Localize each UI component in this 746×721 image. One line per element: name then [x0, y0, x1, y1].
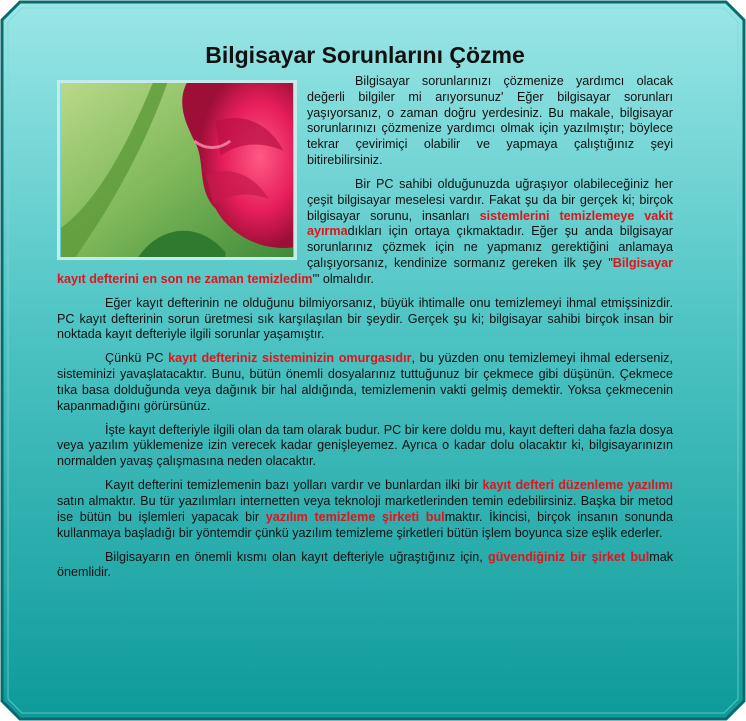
article-paragraph [57, 351, 673, 414]
paragraph-text: Kayıt defterini temizlemenin bazı yolları vardır ve bunlardan ilki bir [105, 478, 483, 493]
paragraph-text: dıkları için ortaya çıkmaktadır. Eğer şu anda bilgisayar sorunlarınız çözmek için ne yapmanız gerektiğini anlamaya çalışıyorsanız, kendinize sormanız gereken ilk şey " [307, 224, 673, 270]
paragraph-text: satın almaktır. Bu tür yazılımları internetten veya teknoloji marketlerinden temin edebilirsiniz. Başka bir metod ise bütün bu işlemleri yapacak bir [57, 494, 673, 524]
paragraph-text: Eğer kayıt defterinin ne olduğunu bilmiyorsanız, büyük ihtimalle onu temizlemeyi ihmal etmişsinizdir. PC kayıt defterinin sorun üretmesi sık karşılaşılan bir şeydir. Gerçek şu ki; bilgisayar sahibi birçok insan bir noktada kayıt defteriyle ilgili sorunlar yaşamıştır. [57, 295, 673, 342]
paragraph-text: Bilgisayarın en önemli kısmı olan kayıt defteriyle uğraştığınız için, [105, 549, 488, 564]
article-paragraph [57, 423, 673, 470]
highlighted-phrase: kayıt defteri düzenleme yazılımı [482, 478, 673, 493]
paragraph-text: mak önemlidir. [57, 549, 674, 580]
highlighted-phrase: yazılım temizleme şirketi bul [265, 509, 445, 524]
article-title: Bilgisayar Sorunlarını Çözme [205, 42, 525, 68]
red-rose-photo [57, 80, 297, 260]
paragraph-text: Bir PC sahibi olduğunuzda uğraşıyor olabileceğiniz her çeşit bilgisayar meselesi vardır. Fakat şu da bir gerçek ki; birçok bilgisayar sorunu, insanları [307, 176, 673, 223]
article [57, 40, 673, 589]
article-paragraph [57, 478, 673, 541]
article-paragraph [57, 550, 673, 582]
paragraph-text: maktır. İkincisi, birçok insanın sonunda kullanmaya başladığı bir yöntemdir çünkü yazılım temizleme şirketleri bütün işlem boyunca size eşlik ederler. [57, 509, 673, 540]
highlighted-phrase: Bilgisayar kayıt defterini en son ne zaman temizledim [57, 255, 673, 286]
article-paragraph [57, 296, 673, 343]
highlighted-phrase: sistemlerini temizlemeye vakit ayırma [307, 208, 673, 239]
paragraph-text: , bu yüzden onu temizlemeyi ihmal ederseniz, sisteminizi yavaşlatacaktır. Bunu, bütün önemli dosyalarınız tuttuğunuz bir çekmece gibi düşünün. Çekmece tıka basa dolduğunda veya dağınık bir hal aldığında, temizlemenin vakti gelmiş demektir. Yoksa çekmecenin kapanmadığını görürsünüz. [57, 351, 673, 413]
paragraph-text: Çünkü PC [105, 351, 169, 366]
paragraph-text: Bilgisayar sorunlarınızı çözmenize yardımcı olacak değerli bilgiler mi arıyorsunuz' Eğer bilgisayar sorunları yaşıyorsanız, o zaman doğru yerdesiniz. Bu makale, bilgisayar sorunlarınızı çözmenize yardımcı olmak için yazılmıştır; böylece tekrar çevirimiçi olabilir ve yapmaya çalıştığınız şeyi bitirebilirsiniz. [307, 74, 673, 167]
paragraph-text: '" olmalıdır. [312, 271, 374, 286]
highlighted-phrase: güvendiğiniz bir şirket bul [488, 549, 650, 564]
highlighted-phrase: kayıt defteriniz sisteminizin omurgasıdır [168, 351, 412, 366]
paragraph-text: İşte kayıt defteriyle ilgili olan da tam olarak budur. PC bir kere doldu mu, kayıt defteri daha fazla dosya veya yazılım yüklemenize izin verecek kadar genişleyemez. Ayrıca o kadar dolu olacaktır ki, bilgisayarınızın normalden yavaş çalışmasına neden olacaktır. [57, 422, 673, 469]
